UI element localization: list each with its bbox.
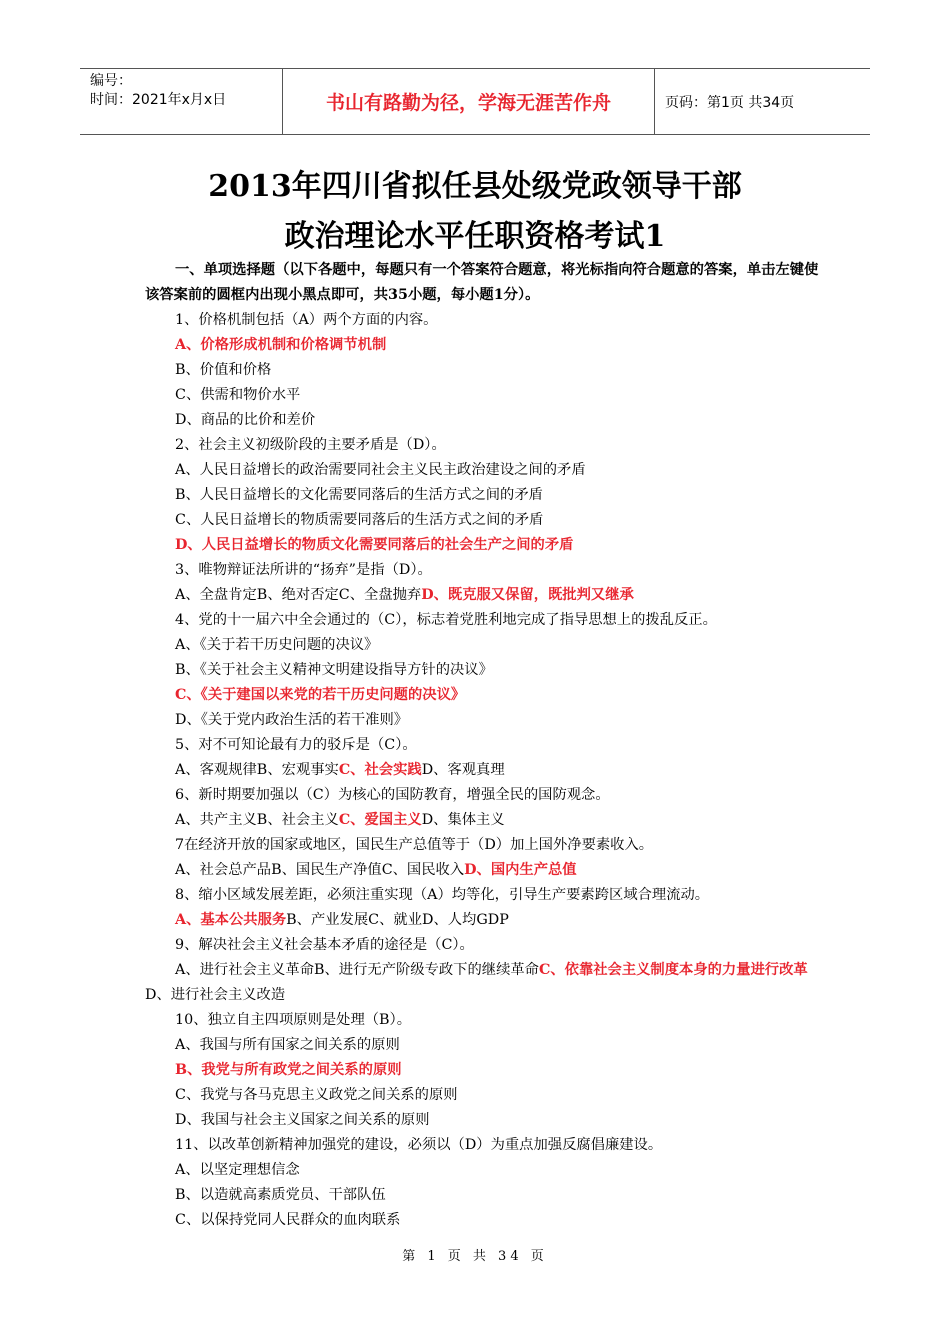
q10-option-c: C、我党与各马克思主义政党之间关系的原则 [175, 1087, 458, 1103]
q8-options [145, 908, 825, 933]
q9-options-ab: A、进行社会主义革命B、进行无产阶级专政下的继续革命 [175, 962, 539, 978]
q3-option-d: D、既克服又保留，既批判又继承 [421, 587, 634, 603]
q8-option-a: A、基本公共服务 [175, 912, 287, 928]
page-footer: 第 1 页 共 34 页 [402, 1249, 548, 1264]
q2-stem: 2、社会主义初级阶段的主要矛盾是（D）。 [175, 437, 446, 453]
doc-title-line1: 2013年四川省拟任县处级党政领导干部 [208, 169, 742, 204]
q7-options [145, 858, 825, 883]
q6-options-ab: A、共产主义B、社会主义 [175, 812, 339, 828]
q9-options [145, 958, 825, 1008]
q6-option-c: C、爱国主义 [338, 812, 422, 828]
q10-stem: 10、独立自主四项原则是处理（B）。 [175, 1012, 412, 1028]
q7-options-abc: A、社会总产品B、国民生产净值C、国民收入 [175, 862, 465, 878]
q1-stem: 1、价格机制包括（A）两个方面的内容。 [175, 312, 438, 328]
q10-option-b: B、我党与所有政党之间关系的原则 [175, 1062, 402, 1078]
q2-option-a: A、人民日益增长的政治需要同社会主义民主政治建设之间的矛盾 [175, 462, 586, 478]
q6-options [145, 808, 825, 833]
q8-stem: 8、缩小区域发展差距，必须注重实现（A）均等化，引导生产要素跨区域合理流动。 [175, 887, 710, 903]
q10-option-a: A、我国与所有国家之间关系的原则 [175, 1037, 400, 1053]
q3-options [145, 583, 825, 608]
q1-option-d: D、商品的比价和差价 [175, 412, 316, 428]
time-label: 时间：2021年x月x日 [90, 92, 227, 108]
q5-options [145, 758, 825, 783]
header-motto: 书山有路勤为径，学海无涯苦作舟 [282, 69, 655, 134]
doc-title-line2: 政治理论水平任职资格考试1 [284, 219, 666, 254]
q5-options-ab: A、客观规律B、宏观事实 [175, 762, 339, 778]
q1-option-a: A、价格形成机制和价格调节机制 [175, 337, 387, 353]
q2-option-b: B、人民日益增长的文化需要同落后的生活方式之间的矛盾 [175, 487, 543, 503]
q5-stem: 5、对不可知论最有力的驳斥是（C）。 [175, 737, 417, 753]
q2-option-d: D、人民日益增长的物质文化需要同落后的社会生产之间的矛盾 [175, 537, 574, 553]
q2-option-c: C、人民日益增长的物质需要同落后的生活方式之间的矛盾 [175, 512, 544, 528]
q11-stem: 11、以改革创新精神加强党的建设，必须以（D）为重点加强反腐倡廉建设。 [175, 1137, 663, 1153]
q6-stem: 6、新时期要加强以（C）为核心的国防教育，增强全民的国防观念。 [175, 787, 610, 803]
q10-option-d: D、我国与社会主义国家之间关系的原则 [175, 1112, 430, 1128]
q1-option-c: C、供需和物价水平 [175, 387, 301, 403]
q1-option-b: B、价值和价格 [175, 362, 272, 378]
q11-option-c: C、以保持党同人民群众的血肉联系 [175, 1212, 401, 1228]
q5-option-d: D、客观真理 [421, 762, 505, 778]
q4-option-b: B、《关于社会主义精神文明建设指导方针的决议》 [175, 662, 493, 678]
q9-option-c: C、依靠社会主义制度本身的力量进行改革 [538, 962, 808, 978]
q9-option-d: D、进行社会主义改造 [145, 987, 286, 1003]
header-page-label: 页码：第1页 共34页 [665, 94, 795, 111]
q4-option-a: A、《关于若干历史问题的决议》 [175, 637, 379, 653]
page-header [80, 68, 870, 135]
q4-option-d: D、《关于党内政治生活的若干准则》 [175, 712, 409, 728]
q4-option-c: C、《关于建国以来党的若干历史问题的决议》 [175, 687, 466, 703]
q6-option-d: D、集体主义 [421, 812, 505, 828]
q8-options-bcd: B、产业发展C、就业D、人均GDP [286, 912, 509, 928]
q3-stem: 3、唯物辩证法所讲的“扬弃”是指（D）。 [175, 562, 432, 578]
q5-option-c: C、社会实践 [338, 762, 422, 778]
q7-stem: 7在经济开放的国家或地区，国民生产总值等于（D）加上国外净要素收入。 [175, 837, 654, 853]
q11-option-a: A、以坚定理想信念 [175, 1162, 300, 1178]
q4-stem: 4、党的十一届六中全会通过的（C），标志着党胜利地完成了指导思想上的拨乱反正。 [175, 612, 717, 628]
doc-body [145, 258, 825, 1233]
q3-options-abc: A、全盘肯定B、绝对否定C、全盘抛弃 [175, 587, 422, 603]
number-label: 编号： [90, 73, 132, 89]
q9-stem: 9、解决社会主义社会基本矛盾的途径是（C）。 [175, 937, 474, 953]
q11-option-b: B、以造就高素质党员、干部队伍 [175, 1187, 386, 1203]
q7-option-d: D、国内生产总值 [464, 862, 577, 878]
header-meta [80, 69, 282, 134]
section-heading: 一、单项选择题（以下各题中，每题只有一个答案符合题意，将光标指向符合题意的答案，单击左键使该答案前的圆框内出现小黑点即可，共35小题，每小题1分）。 [145, 262, 819, 303]
